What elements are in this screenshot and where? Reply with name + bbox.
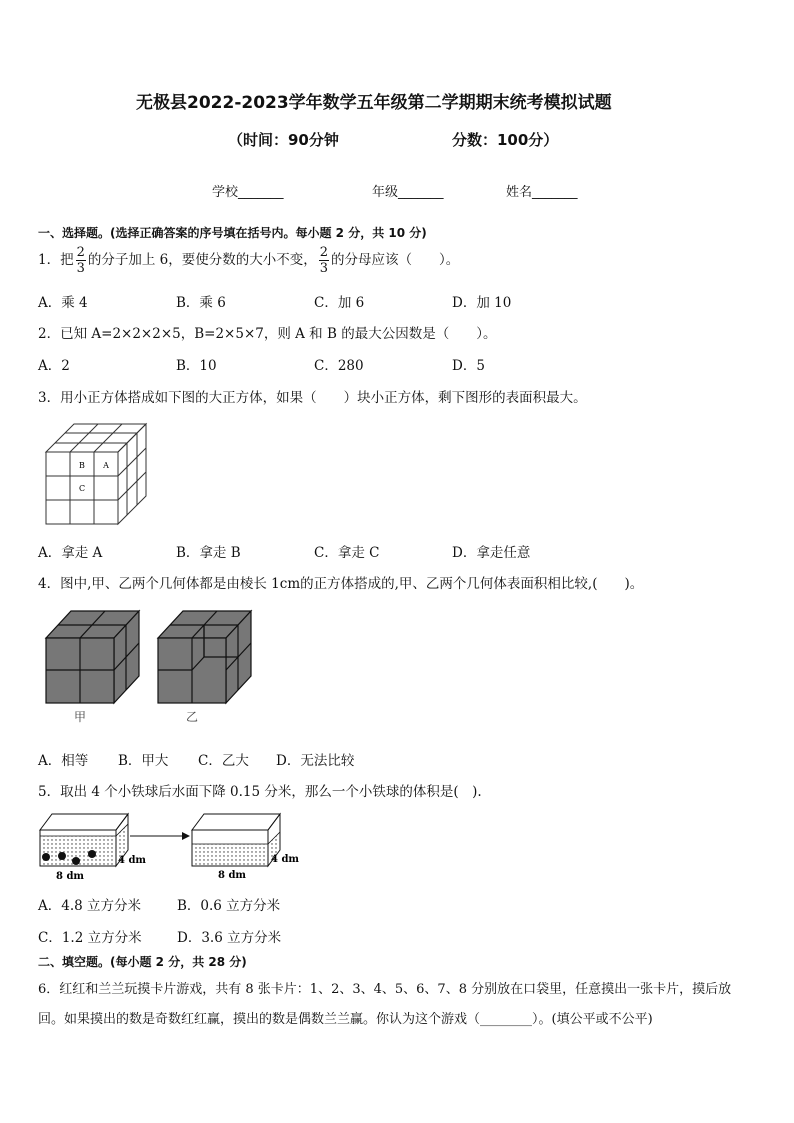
cube-label-a: A — [103, 461, 109, 470]
q3-option-d: D．拿走任意 — [452, 545, 531, 561]
right-tank-length: 8 dm — [218, 870, 247, 881]
q2-option-c: C．280 — [314, 358, 364, 374]
q4-option-b: B．甲大 — [118, 753, 169, 769]
q3-option-a: A．拿走 A — [38, 545, 103, 561]
q4-solids-figure — [38, 603, 258, 733]
right-tank-height: 4 dm — [271, 854, 300, 865]
section-heading-fill: 二、填空题。(每小题 2 分，共 28 分) — [38, 955, 247, 969]
q1-text-mid: 的分子加上 6，要使分数的大小不变， — [87, 252, 317, 268]
cube-label-b: B — [79, 461, 85, 470]
q5-tank-figure — [34, 806, 304, 886]
question-6-line-1: 6．红红和兰兰玩摸卡片游戏，共有 8 张卡片：1、2、3、4、5、6、7、8 分别放在口袋里，任意摸出一张卡片，摸后放 — [38, 982, 732, 997]
q1-text-pre: 1．把 — [38, 252, 74, 268]
question-4: 4．图中,甲、乙两个几何体都是由棱长 1cm的正方体搭成的,甲、乙两个几何体表面积相比较,( )。 — [38, 576, 644, 592]
q2-option-b: B．10 — [176, 358, 217, 374]
q1-option-a: A．乘 4 — [38, 295, 88, 311]
label-yi: 乙 — [185, 710, 199, 724]
left-tank-height: 4 dm — [118, 855, 147, 866]
q1-option-d: D．加 10 — [452, 295, 512, 311]
name-field: 姓名_______ — [506, 185, 578, 200]
exam-time: （时间：90分钟 — [228, 131, 339, 149]
q3-option-b: B．拿走 B — [176, 545, 241, 561]
q1-fraction-2: $\frac{2}{3}$ — [319, 245, 329, 276]
page-title: 无极县2022-2023学年数学五年级第二学期期末统考模拟试题 — [136, 93, 612, 113]
q4-option-a: A．相等 — [38, 753, 89, 769]
exam-score: 分数：100分） — [452, 131, 559, 149]
q3-cube-figure — [42, 420, 152, 526]
grade-field: 年级_______ — [372, 185, 444, 200]
cube-label-c: C — [78, 484, 86, 493]
q2-option-a: A．2 — [38, 358, 70, 374]
school-field: 学校_______ — [212, 185, 284, 200]
section-heading-choice: 一、选择题。(选择正确答案的序号填在括号内。每小题 2 分，共 10 分) — [38, 226, 427, 240]
q2-option-d: D．5 — [452, 358, 485, 374]
q5-option-b: B．0.6 立方分米 — [177, 898, 281, 914]
left-tank-length: 8 dm — [56, 871, 85, 882]
q1-text-post: 的分母应该（ ）。 — [331, 252, 460, 268]
q1-fraction-1: $\frac{2}{3}$ — [76, 245, 85, 276]
label-jia: 甲 — [73, 710, 87, 724]
question-6-line-2: 回。如果摸出的数是奇数红红赢，摸出的数是偶数兰兰赢。你认为这个游戏（________）。(填公平或不公平) — [38, 1012, 653, 1027]
question-1 — [38, 246, 459, 275]
q5-option-d: D．3.6 立方分米 — [177, 930, 282, 946]
q4-option-d: D．无法比较 — [276, 753, 355, 769]
question-2: 2．已知 A=2×2×2×5，B=2×5×7，则 A 和 B 的最大公因数是（ ）。 — [38, 326, 497, 342]
q4-option-c: C．乙大 — [198, 753, 249, 769]
q1-option-c: C．加 6 — [314, 295, 365, 311]
q1-option-b: B．乘 6 — [176, 295, 226, 311]
q5-option-a: A．4.8 立方分米 — [38, 898, 142, 914]
q5-option-c: C．1.2 立方分米 — [38, 930, 142, 946]
question-5: 5．取出 4 个小铁球后水面下降 0.15 分米，那么一个小铁球的体积是( ). — [38, 784, 482, 800]
question-3: 3．用小正方体搭成如下图的大正方体，如果（ ）块小正方体，剩下图形的表面积最大。 — [38, 390, 587, 406]
q3-option-c: C．拿走 C — [314, 545, 380, 561]
